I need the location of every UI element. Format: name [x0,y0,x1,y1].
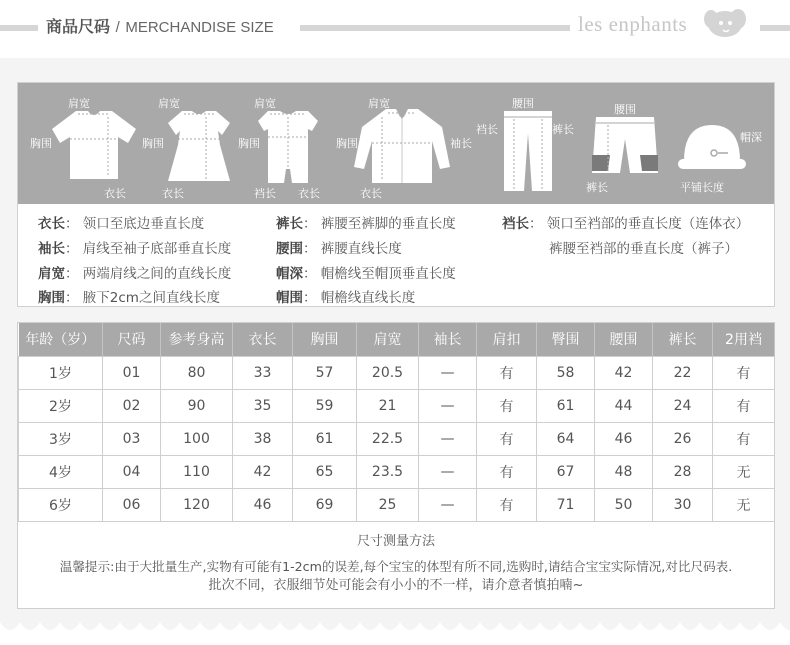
table-cell: 57 [293,356,357,389]
section-title [46,14,274,37]
table-cell: 71 [537,488,595,521]
dress-length-label: 衣长 [162,187,184,200]
table-cell: 46 [233,488,293,521]
size-table-card [17,322,775,609]
hat-flat-label: 平铺长度 [680,181,724,194]
table-cell: 59 [293,389,357,422]
table-cell: 28 [653,455,713,488]
header-chest: 胸围 [293,323,357,356]
def-hat-circ: 帽围： 帽檐线直线长度 [276,290,416,306]
header-length: 衣长 [233,323,293,356]
title-slash: / [115,19,120,36]
dress-figure [164,109,234,183]
jacket-length-label: 衣长 [360,187,382,200]
header-dual-crotch: 2用裆 [713,323,775,356]
table-row [19,356,775,389]
table-cell: 有 [477,422,537,455]
table-cell: 42 [595,356,653,389]
table-cell: 25 [357,488,419,521]
table-cell: 100 [161,422,233,455]
table-cell: 20.5 [357,356,419,389]
table-cell: 46 [595,422,653,455]
header-shoulder: 肩宽 [357,323,419,356]
pants-figure [500,109,556,193]
romper-figure [256,109,320,185]
table-cell: 06 [103,488,161,521]
table-cell: 64 [537,422,595,455]
tshirt-length-label: 衣长 [104,187,126,200]
table-cell: 61 [293,422,357,455]
garment-figures [18,83,774,204]
table-cell: 2岁 [19,389,103,422]
table-cell: 44 [595,389,653,422]
def-shoulder: 肩宽： 两端肩线之间的直线长度 [38,266,232,282]
measurement-guide [17,82,775,307]
table-cell: 3岁 [19,422,103,455]
table-cell: 无 [713,488,775,521]
header-bar [0,0,790,58]
table-cell: 67 [537,455,595,488]
header-rule-left [0,25,38,31]
table-cell: — [419,488,477,521]
table-cell: 4岁 [19,455,103,488]
table-cell: 01 [103,356,161,389]
table-cell: 04 [103,455,161,488]
pants-crotch-label: 裆长 [476,123,498,136]
header-hip: 臀围 [537,323,595,356]
table-cell: 有 [713,389,775,422]
shorts-figure [590,115,660,177]
jacket-sleeve-label: 袖长 [450,137,472,150]
table-cell: 03 [103,422,161,455]
table-cell: 有 [477,356,537,389]
table-cell: 21 [357,389,419,422]
table-cell: 33 [233,356,293,389]
dress-chest-label: 胸围 [142,137,164,150]
jacket-chest-label: 胸围 [336,137,358,150]
table-cell: 48 [595,455,653,488]
dress-shoulder-label: 肩宽 [158,97,180,110]
romper-crotch-label: 裆长 [254,187,276,200]
table-cell: 65 [293,455,357,488]
header-pants-length: 裤长 [653,323,713,356]
table-cell: 80 [161,356,233,389]
table-row [19,455,775,488]
table-cell: 有 [713,356,775,389]
def-waist: 腰围： 裤腰直线长度 [276,241,402,257]
table-cell: 22 [653,356,713,389]
table-cell: 61 [537,389,595,422]
notice-line-2: 批次不同，衣服细节处可能会有小小的不一样，请介意者慎拍喃~ [208,578,584,593]
table-cell: 有 [477,389,537,422]
romper-shoulder-label: 肩宽 [254,97,276,110]
size-table [18,323,775,522]
measure-method-title: 尺寸测量方法 [356,534,435,549]
def-length: 衣长： 领口至底边垂直长度 [38,216,205,232]
pants-length-label: 裤长 [552,123,574,136]
brand-name: les enphants [578,12,688,36]
def-sleeve: 袖长： 肩线至袖子底部垂直长度 [38,241,232,257]
table-cell: 22.5 [357,422,419,455]
table-cell: 38 [233,422,293,455]
def-crotch-pants: 裤腰至裆部的垂直长度（裤子） [549,241,738,257]
romper-length-label: 衣长 [298,187,320,200]
tshirt-chest-label: 胸围 [30,137,52,150]
notice-line-1: 温馨提示:由于大批量生产,实物有可能有1-2cm的误差,每个宝宝的体型有所不同,选购时,请结合宝宝实际情况,对比尺码表. [59,559,733,574]
table-cell: 69 [293,488,357,521]
header-rule-right [760,25,790,31]
table-cell: 30 [653,488,713,521]
table-cell: 24 [653,389,713,422]
table-cell: — [419,455,477,488]
table-cell: 50 [595,488,653,521]
title-en: MERCHANDISE SIZE [125,19,274,36]
def-pants-length: 裤长： 裤腰至裤脚的垂直长度 [276,216,456,232]
table-cell: 有 [477,455,537,488]
table-cell: 1岁 [19,356,103,389]
def-crotch: 裆长： 领口至裆部的垂直长度（连体衣） [502,216,750,232]
table-cell: 120 [161,488,233,521]
shorts-waist-label: 腰围 [614,103,636,116]
table-cell: — [419,356,477,389]
table-cell: 6岁 [19,488,103,521]
romper-chest-label: 胸围 [238,137,260,150]
table-cell: 有 [713,422,775,455]
hat-figure [678,121,746,175]
table-row [19,488,775,521]
def-chest: 胸围： 腋下2cm之间直线长度 [38,290,220,306]
header-sleeve: 袖长 [419,323,477,356]
header-shoulder-button: 肩扣 [477,323,537,356]
table-header-row [19,323,775,356]
table-cell: 26 [653,422,713,455]
table-cell: 无 [713,455,775,488]
def-hat-depth: 帽深： 帽檐线至帽顶垂直长度 [276,266,456,282]
tshirt-figure [48,109,140,181]
brand-logo-icon [703,5,753,41]
header-waist: 腰围 [595,323,653,356]
table-cell: 90 [161,389,233,422]
jacket-figure [352,105,452,185]
header-age: 年龄（岁） [19,323,103,356]
header-height: 参考身高 [161,323,233,356]
table-cell: 02 [103,389,161,422]
table-row [19,389,775,422]
table-body [19,356,775,521]
table-cell: — [419,389,477,422]
hat-depth-label: 帽深 [740,131,762,144]
table-cell: 58 [537,356,595,389]
title-cn: 商品尺码 [46,17,111,36]
header-rule-middle [300,25,570,31]
table-cell: 有 [477,488,537,521]
jacket-shoulder-label: 肩宽 [368,97,390,110]
table-cell: 23.5 [357,455,419,488]
table-cell: 110 [161,455,233,488]
shorts-length-label: 裤长 [586,181,608,194]
table-cell: 35 [233,389,293,422]
pants-waist-label: 腰围 [512,97,534,110]
table-row [19,422,775,455]
table-cell: — [419,422,477,455]
measurement-definitions [18,204,774,306]
table-cell: 42 [233,455,293,488]
tshirt-shoulder-label: 肩宽 [68,97,90,110]
header-size: 尺码 [103,323,161,356]
bottom-scallop-border [0,622,790,645]
